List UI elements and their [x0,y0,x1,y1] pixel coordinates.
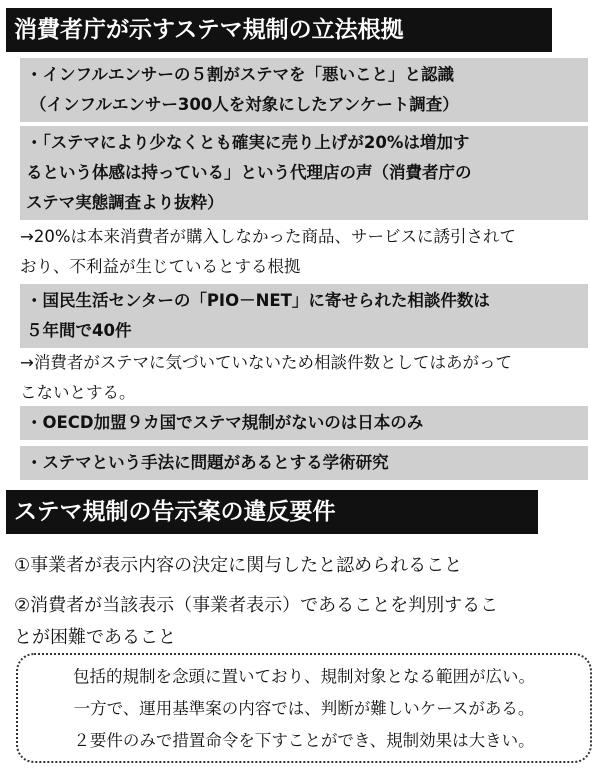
note-text-line: →消費者がステマに気づいていないため相談件数としてはあがって [20,353,512,372]
item-text-line: ・インフルエンサーの５割がステマを「悪いこと」と認識 [26,65,455,84]
requirement-text-line: ②消費者が当該表示（事業者表示）であることを判別するこ [14,595,499,616]
item-text-line: ・国民生活センターの「PIO－NET」に寄せられた相談件数は [26,291,490,310]
section-header-violation-requirements [6,490,538,534]
basis-item-pio-net [20,284,588,348]
summary-box [16,653,592,763]
requirement-text-line: とが困難であること [14,627,176,648]
basis-note-consultations [20,348,592,408]
section-title: ステマ規制の告示案の違反要件 [14,499,336,525]
basis-item-agency-voice [20,126,588,220]
basis-item-academic-research [20,446,588,480]
basis-note-20-percent [20,222,592,282]
item-text-line: ５年間で40件 [26,321,132,340]
summary-text-line: ２要件のみで措置命令を下すことができ、規制効果は大きい。 [73,731,535,750]
note-text-line: こないとする。 [20,383,136,402]
requirement-item-2 [14,590,594,654]
item-text-line: ・ステマという手法に問題があるとする学術研究 [26,453,389,472]
item-text-line: ステマ実態調査より抜粋） [26,193,224,212]
summary-text-line: 一方で、運用基準案の内容では、判断が難しいケースがある。 [73,699,535,718]
basis-item-oecd [20,406,588,440]
item-text-line: ・OECD加盟９カ国でステマ規制がないのは日本のみ [26,413,424,432]
item-text-line: （インフルエンサー300人を対象にしたアンケート調査） [30,95,459,114]
section-header-legislative-basis [6,8,552,52]
item-text-line: るという体感は持っている」という代理店の声（消費者庁の [26,163,472,182]
note-text-line: おり、不利益が生じているとする根拠 [20,257,301,276]
requirement-item-1 [14,550,594,582]
note-text-line: →20%は本来消費者が購入しなかった商品、サービスに誘引されて [20,227,516,246]
section-title: 消費者庁が示すステマ規制の立法根拠 [14,17,404,43]
requirement-text-line: ①事業者が表示内容の決定に関与したと認められること [14,555,463,576]
basis-item-influencer-survey [20,58,588,122]
item-text-line: ・「ステマにより少なくとも確実に売り上げが20%は増加す [26,133,470,152]
summary-text-line: 包括的規制を念頭に置いており、規制対象となる範囲が広い。 [73,667,535,686]
